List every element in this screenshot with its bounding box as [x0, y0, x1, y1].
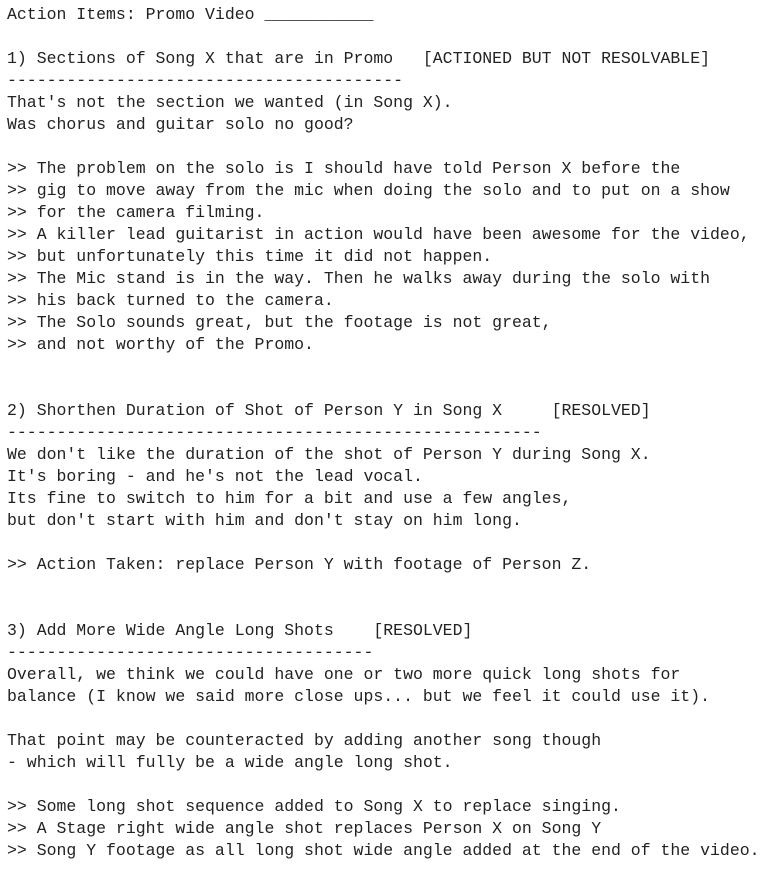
text-line: >> gig to move away from the mic when doing the solo and to put on a show: [7, 181, 730, 200]
text-line: >> The Mic stand is in the way. Then he walks away during the solo with: [7, 269, 711, 288]
text-line: ----------------------------------------: [7, 71, 404, 90]
text-line: >> The Solo sounds great, but the footage is not great,: [7, 313, 552, 332]
text-line: >> Some long shot sequence added to Song X to replace singing.: [7, 797, 621, 816]
text-line: Action Items: Promo Video ___________: [7, 5, 374, 24]
text-line: -------------------------------------: [7, 643, 374, 662]
text-line: Overall, we think we could have one or two more quick long shots for: [7, 665, 681, 684]
text-line: 2) Shorthen Duration of Shot of Person Y in Song X [RESOLVED]: [7, 401, 651, 420]
text-line: >> but unfortunately this time it did not happen.: [7, 247, 493, 266]
text-line: >> and not worthy of the Promo.: [7, 335, 314, 354]
text-line: [7, 356, 771, 378]
text-line: Was chorus and guitar solo no good?: [7, 115, 354, 134]
text-line: [7, 532, 771, 554]
text-line: >> for the camera filming.: [7, 203, 265, 222]
text-line: [7, 378, 771, 400]
text-line: 3) Add More Wide Angle Long Shots [RESOLVED]: [7, 621, 473, 640]
text-line: Its fine to switch to him for a bit and use a few angles,: [7, 489, 572, 508]
text-line: [7, 598, 771, 620]
text-line: >> his back turned to the camera.: [7, 291, 334, 310]
text-line: We don't like the duration of the shot of Person Y during Song X.: [7, 445, 651, 464]
text-line: It's boring - and he's not the lead vocal.: [7, 467, 423, 486]
text-line: That point may be counteracted by adding another song though: [7, 731, 602, 750]
text-line: - which will fully be a wide angle long shot.: [7, 753, 453, 772]
text-line: >> Song Y footage as all long shot wide angle added at the end of the video.: [7, 841, 760, 860]
text-line: >> A killer lead guitarist in action would have been awesome for the video,: [7, 225, 750, 244]
text-line: [7, 576, 771, 598]
text-line: ------------------------------------------------------: [7, 423, 542, 442]
text-line: That's not the section we wanted (in Song X).: [7, 93, 453, 112]
text-line: but don't start with him and don't stay on him long.: [7, 511, 522, 530]
text-line: >> Action Taken: replace Person Y with footage of Person Z.: [7, 555, 592, 574]
text-line: balance (I know we said more close ups... but we feel it could use it).: [7, 687, 711, 706]
text-line: >> The problem on the solo is I should have told Person X before the: [7, 159, 681, 178]
text-line: >> A Stage right wide angle shot replaces Person X on Song Y: [7, 819, 602, 838]
text-line: 1) Sections of Song X that are in Promo [ACTIONED BUT NOT RESOLVABLE]: [7, 49, 711, 68]
text-line: [7, 136, 771, 158]
text-line: [7, 708, 771, 730]
text-line: [7, 26, 771, 48]
text-line: [7, 774, 771, 796]
